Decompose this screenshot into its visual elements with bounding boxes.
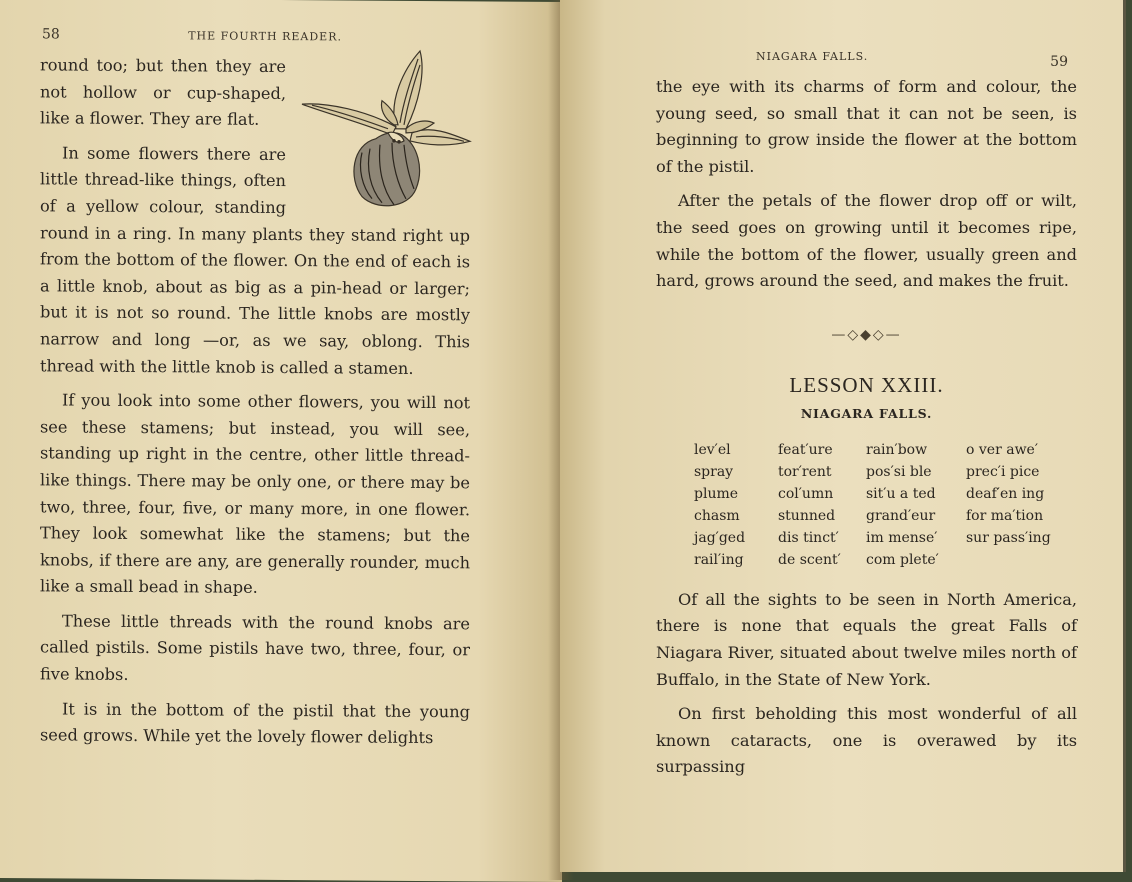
left-paragraph-1: round too; but then they are not hollow or cup-shaped, like a flower. They are flat. (40, 55, 286, 130)
left-running-head (42, 26, 472, 45)
vocab-word: pos′si ble (866, 463, 932, 480)
vocab-word: tor′rent (778, 463, 832, 480)
vocab-word: col′umn (778, 485, 834, 502)
vocab-word: de scent′ (778, 551, 841, 568)
right-running-head (656, 48, 1068, 70)
vocab-word: spray (694, 463, 734, 480)
vocab-word: grand′eur (866, 507, 936, 524)
left-paragraph-2: In some flowers there are little thread-like things, often of a yellow colour, standing round in a ring. In many plants they stand right up from the bottom of the flower. On the end of each is a little knob, about as big as a pin-head or larger; but it is not so round. The little knobs are mostly narrow and long —or, as we say, oblong. This thread with the little knob is called a stamen. (40, 143, 470, 378)
lesson-subtitle: NIAGARA FALLS. (800, 405, 933, 421)
right-paragraph-4: On first beholding this most wonderful of all known cataracts, one is overawed by its surpassing (656, 704, 1077, 777)
right-body-text-bottom (656, 587, 1077, 781)
left-page-number: 58 (42, 26, 60, 43)
right-paragraph-1: the eye with its charms of form and colour, the young seed, so small that it can not be seen, is beginning to grow inside the flower at the bottom of the pistil. (656, 77, 1077, 176)
vocab-word: stunned (778, 507, 836, 524)
vocab-word: rail′ing (694, 551, 744, 568)
vocab-word: im mense′ (866, 529, 938, 546)
left-page (0, 0, 562, 882)
section-ornament: —◇◆◇— (831, 326, 902, 343)
right-paragraph-2: After the petals of the flower drop off or wilt, the seed goes on growing until it becomes ripe, while the bottom of the flower, usually green and hard, grows around the seed, and makes the fruit. (656, 191, 1077, 291)
left-running-title: THE FOURTH READER. (188, 29, 342, 44)
lesson-title: LESSON XXIII. (789, 372, 944, 397)
vocab-word: com plete′ (866, 551, 939, 568)
vocab-word: lev′el (694, 441, 731, 458)
left-paragraph-4: These little threads with the round knobs are called pistils. Some pistils have two, three, four, or five knobs. (40, 611, 470, 684)
vocab-word: prec′i pice (966, 463, 1040, 480)
right-page-number: 59 (1050, 54, 1068, 70)
right-page (560, 0, 1126, 872)
left-paragraph-5: It is in the bottom of the pistil that the young seed grows. While yet the lovely flower delights (40, 699, 470, 748)
vocabulary-list (694, 439, 1077, 571)
right-running-title: NIAGARA FALLS. (756, 50, 869, 63)
vocab-word: for ma′tion (966, 507, 1044, 524)
vocab-word: plume (694, 485, 739, 502)
vocab-word: jag′ged (694, 529, 746, 546)
vocab-word: chasm (694, 507, 740, 524)
vocab-word: rain′bow (866, 441, 928, 458)
vocab-word: deaf′en ing (966, 485, 1045, 502)
lady-slipper-flower-icon (300, 48, 472, 207)
left-body-text (12, 52, 470, 752)
right-paragraph-3: Of all the sights to be seen in North America, there is none that equals the great Falls of Niagara River, situated about twelve miles north of Buffalo, in the State of New York. (656, 589, 1077, 689)
vocab-word: feat′ure (778, 441, 833, 458)
vocab-word: dis tinct′ (778, 529, 839, 546)
left-paragraph-3: If you look into some other flowers, you will not see these stamens; but instead, you will see, standing up right in the centre, other little thread-like things. There may be only one, or there may be two, three, four, five, or many more, in one flower. They look somewhat like the stamens; but the knobs, if there are any, are generally rounder, much like a small bead in shape. (40, 390, 470, 598)
vocab-word: o ver awe′ (966, 441, 1039, 458)
vocab-word (966, 549, 1076, 571)
right-body-text-top (656, 74, 1077, 295)
vocab-word: sur pass′ing (966, 529, 1051, 546)
vocab-word: sit′u a ted (866, 485, 936, 502)
